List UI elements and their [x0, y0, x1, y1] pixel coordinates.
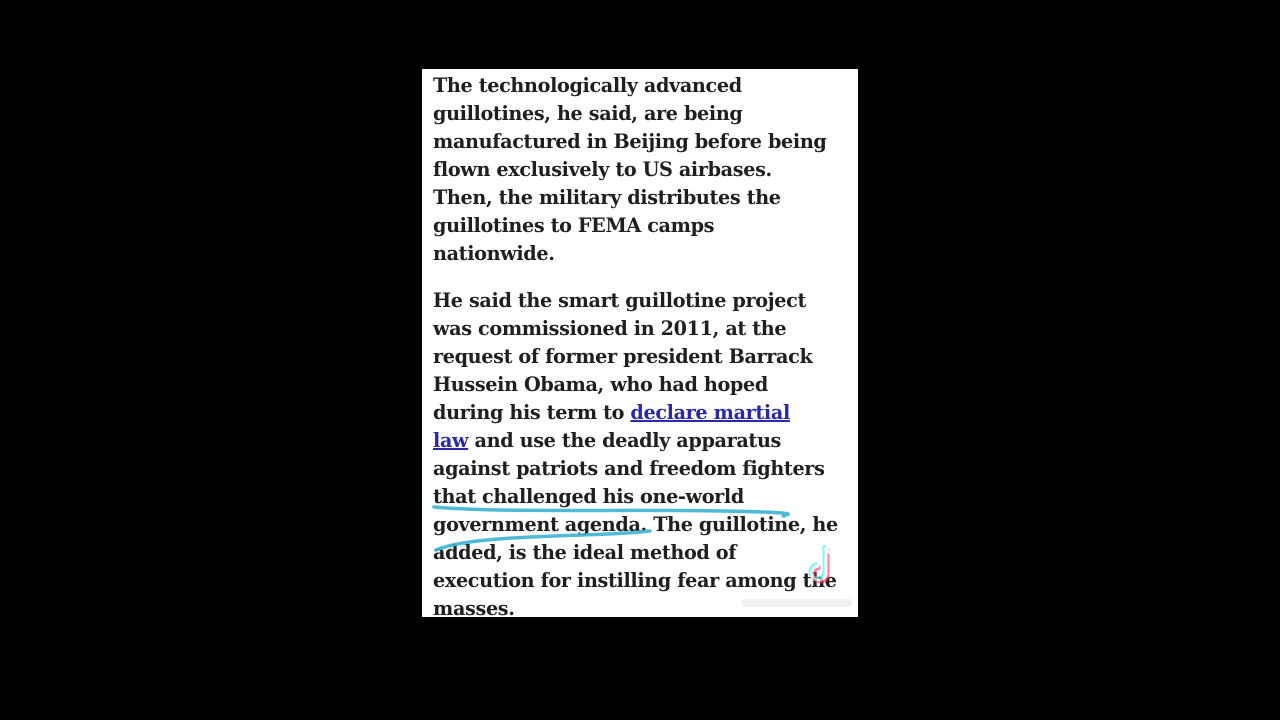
- text-line: against patriots and freedom fighters: [433, 457, 825, 480]
- text-line: [433, 427, 858, 455]
- text-line: flown exclusively to US airbases.: [433, 158, 772, 181]
- text-line: manufactured in Beijing before being: [433, 130, 827, 153]
- text-segment: and use the deadly apparatus: [468, 429, 781, 452]
- text-line: The technologically advanced: [433, 74, 742, 97]
- text-line: execution for instilling fear among the: [433, 569, 837, 592]
- text-line: He said the smart guillotine project: [433, 289, 806, 312]
- article-screenshot: [422, 69, 858, 617]
- paragraph-2: [433, 287, 858, 617]
- text-line: Hussein Obama, who had hoped: [433, 373, 768, 396]
- tiktok-username-watermark: [742, 599, 852, 607]
- martial-law-link[interactable]: declare martial: [630, 401, 790, 424]
- text-line: nationwide.: [433, 242, 555, 265]
- text-line: was commissioned in 2011, at the: [433, 317, 787, 340]
- text-line: masses.: [433, 597, 515, 617]
- text-segment: . The guillotine, he: [640, 513, 838, 536]
- martial-law-link-continued[interactable]: law: [433, 429, 469, 452]
- text-line: that challenged his one-world: [433, 485, 744, 508]
- text-line: [433, 399, 858, 427]
- tiktok-logo-icon: [806, 543, 842, 589]
- text-line: [433, 511, 858, 539]
- paragraph-1: [433, 72, 858, 268]
- text-line: request of former president Barrack: [433, 345, 813, 368]
- text-line: guillotines, he said, are being: [433, 102, 743, 125]
- text-line: guillotines to FEMA camps: [433, 214, 715, 237]
- text-segment: during his term to: [433, 401, 631, 424]
- text-segment: government agenda: [433, 513, 641, 536]
- text-line: added, is the ideal method of: [433, 541, 737, 564]
- text-line: Then, the military distributes the: [433, 186, 781, 209]
